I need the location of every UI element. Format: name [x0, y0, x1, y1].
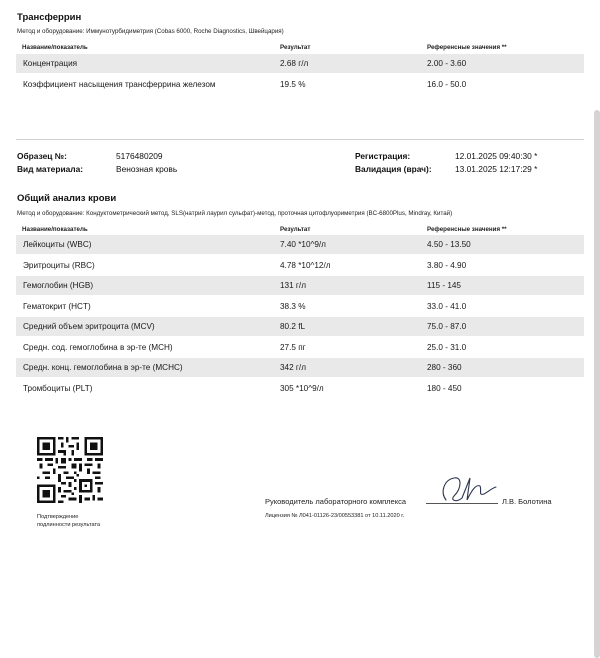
- row-result: 80.2 fL: [280, 322, 306, 331]
- transferrin-header-ref: Референсные значения **: [427, 44, 507, 51]
- row-ref: 4.50 - 13.50: [427, 240, 471, 249]
- registration-value: 12.01.2025 09:40:30 *: [455, 151, 538, 161]
- row-ref: 2.00 - 3.60: [427, 59, 467, 68]
- signature-icon: [432, 470, 502, 510]
- sample-number-value: 5176480209: [116, 151, 163, 161]
- head-name: Л.В. Болотина: [502, 497, 552, 506]
- row-name: Средний объем эритроцита (MCV): [23, 322, 155, 331]
- validation-label: Валидация (врач):: [355, 164, 432, 174]
- row-result: 2.68 г/л: [280, 59, 309, 68]
- row-ref: 75.0 - 87.0: [427, 322, 467, 331]
- row-name: Гемоглобин (HGB): [23, 281, 94, 290]
- table-row: [16, 256, 584, 275]
- row-ref: 16.0 - 50.0: [427, 80, 467, 89]
- row-name: Тромбоциты (PLT): [23, 383, 93, 393]
- row-ref: 3.80 - 4.90: [427, 260, 467, 270]
- material-value: Венозная кровь: [116, 164, 178, 174]
- table-row: [16, 297, 584, 316]
- scrollbar[interactable]: [594, 110, 600, 658]
- qr-code: [37, 437, 103, 503]
- row-result: 342 г/л: [280, 363, 306, 372]
- row-result: 38.3 %: [280, 301, 306, 311]
- row-name: Концентрация: [23, 59, 78, 68]
- table-row: [16, 358, 584, 377]
- row-result: 305 *10^9/л: [280, 383, 324, 393]
- table-row: [16, 54, 584, 73]
- row-result: 131 г/л: [280, 281, 306, 290]
- row-name: Лейкоциты (WBC): [23, 240, 92, 249]
- table-row: [16, 338, 584, 357]
- row-name: Эритроциты (RBC): [23, 260, 95, 270]
- row-ref: 180 - 450: [427, 383, 462, 393]
- row-result: 27.5 пг: [280, 342, 306, 352]
- row-name: Средн. сод. гемоглобина в эр-те (MCH): [23, 342, 173, 352]
- table-row: [16, 235, 584, 254]
- registration-label: Регистрация:: [355, 151, 411, 161]
- table-row: [16, 317, 584, 336]
- table-row: [16, 276, 584, 295]
- transferrin-title: Трансферрин: [17, 12, 82, 23]
- cbc-title: Общий анализ крови: [17, 193, 117, 204]
- qr-caption-line1: Подтверждение: [37, 514, 79, 520]
- cbc-header-name: Название/показатель: [22, 226, 88, 233]
- table-row: [16, 75, 584, 94]
- license-text: Лицензия № Л041-01126-23/00553381 от 10.11.2020 г.: [265, 513, 405, 519]
- row-name: Коэффициент насыщения трансферрина железом: [23, 80, 216, 89]
- cbc-method: Метод и оборудование: Кондуктометрический метод, SLS(натрий лаурил сульфат)-метод, проточная цитофлуориметрия (BC-6800Plus, Mindray, Китай): [17, 210, 453, 217]
- row-result: 19.5 %: [280, 80, 306, 89]
- row-ref: 115 - 145: [427, 281, 461, 290]
- transferrin-header-result: Результат: [280, 44, 311, 51]
- validation-value: 13.01.2025 12:17:29 *: [455, 164, 538, 174]
- transferrin-header-name: Название/показатель: [22, 44, 88, 51]
- material-label: Вид материала:: [17, 164, 84, 174]
- row-ref: 280 - 360: [427, 363, 462, 372]
- row-name: Средн. конц. гемоглобина в эр-те (MCHC): [23, 363, 183, 372]
- row-name: Гематокрит (HCT): [23, 301, 91, 311]
- row-ref: 25.0 - 31.0: [427, 342, 467, 352]
- row-ref: 33.0 - 41.0: [427, 301, 467, 311]
- cbc-header-ref: Референсные значения **: [427, 226, 507, 233]
- row-result: 4.78 *10^12/л: [280, 260, 331, 270]
- cbc-header-result: Результат: [280, 226, 311, 233]
- sample-number-label: Образец №:: [17, 151, 67, 161]
- qr-caption-line2: подлинности результата: [37, 522, 101, 528]
- table-row: [16, 379, 584, 398]
- head-title: Руководитель лабораторного комплекса: [265, 497, 407, 506]
- row-result: 7.40 *10^9/л: [280, 240, 326, 249]
- transferrin-method: Метод и оборудование: Иммунотурбидиметрия (Cobas 6000, Roche Diagnostics, Швейцария): [17, 28, 284, 35]
- section-divider: [16, 139, 584, 140]
